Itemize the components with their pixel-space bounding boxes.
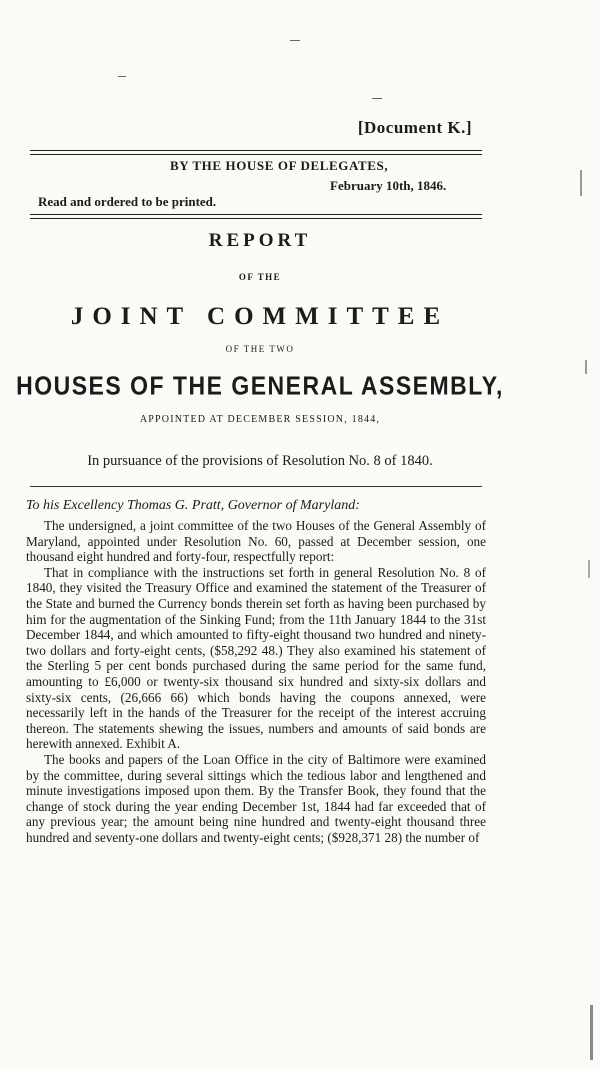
scan-speck <box>290 40 300 41</box>
header-rule-bottom <box>30 214 482 219</box>
document-date: February 10th, 1846. <box>330 178 447 193</box>
of-the-two-line: OF THE TWO <box>225 344 295 354</box>
report-body <box>26 518 486 845</box>
scan-speck <box>118 76 126 77</box>
report-title: REPORT <box>208 230 312 251</box>
paragraph-treasury: That in compliance with the instructions set forth in general Resolution No. 8 of 1840, they visited the Treasury Office and examined the statement of the Treasurer of the State and burned the Currency bonds therein set forth as having been purchased by him for the augmentation of the Sinking Fund; from the 11th January 1844 to the 31st December 1844, and which amounted to fifty-eight thousand two hundred and ninety-two dollars and forty-eight cents, ($58,292 48.) They also examined his statement of the Sterling 5 per cent bonds purchased during the same period for the same fund, amounting to £6,000 or twenty-six thousand six hundred and sixty-six dollars and sixty-six cents, (26,666 66) which bonds having the coupons annexed, were necessarily left in the hands of the Treasurer for the receipt of the interest accruing thereon. The statements shewing the issues, numbers and amounts of said bonds are herewith annexed. Exhibit A. <box>26 564 486 752</box>
paragraph-intro: The undersigned, a joint committee of the two Houses of the General Assembly of Maryland, appointed under Resolution No. 60, passed at December session, one thousand eight hundred and forty-four, respectfully report: <box>26 518 486 565</box>
margin-mark <box>580 170 582 196</box>
header-rule-top <box>30 150 482 155</box>
margin-mark <box>585 360 587 374</box>
paragraph-loan-office: The books and papers of the Loan Office in the city of Baltimore were examined by the committee, during several sittings which the tedious labor and lengthened and minute investigations imposed upon them. By the Transfer Book, they found that the change of stock during the year ending December 1st, 1844 had far exceeded that of any previous year; the amount being nine hundred and twenty-eight thousand three hundred and seventy-one dollars and twenty-eight cents; ($928,371 28) the number of <box>26 751 486 845</box>
pursuance-line: In pursuance of the provisions of Resolution No. 8 of 1840. <box>87 453 433 469</box>
section-divider <box>30 486 482 487</box>
margin-mark <box>588 560 590 578</box>
house-of-delegates: BY THE HOUSE OF DELEGATES, <box>170 158 389 173</box>
general-assembly-title: HOUSES OF THE GENERAL ASSEMBLY, <box>16 371 504 401</box>
margin-mark <box>590 1005 593 1060</box>
read-order-note: Read and ordered to be printed. <box>38 194 217 209</box>
joint-committee-title: JOINT COMMITTEE <box>70 303 450 330</box>
document-reference: [Document K.] <box>357 118 472 137</box>
of-the-line: OF THE <box>238 272 282 282</box>
scan-speck <box>372 98 382 99</box>
salutation: To his Excellency Thomas G. Pratt, Governor of Maryland: <box>26 498 360 513</box>
appointed-line: APPOINTED AT DECEMBER SESSION, 1844, <box>139 414 381 425</box>
